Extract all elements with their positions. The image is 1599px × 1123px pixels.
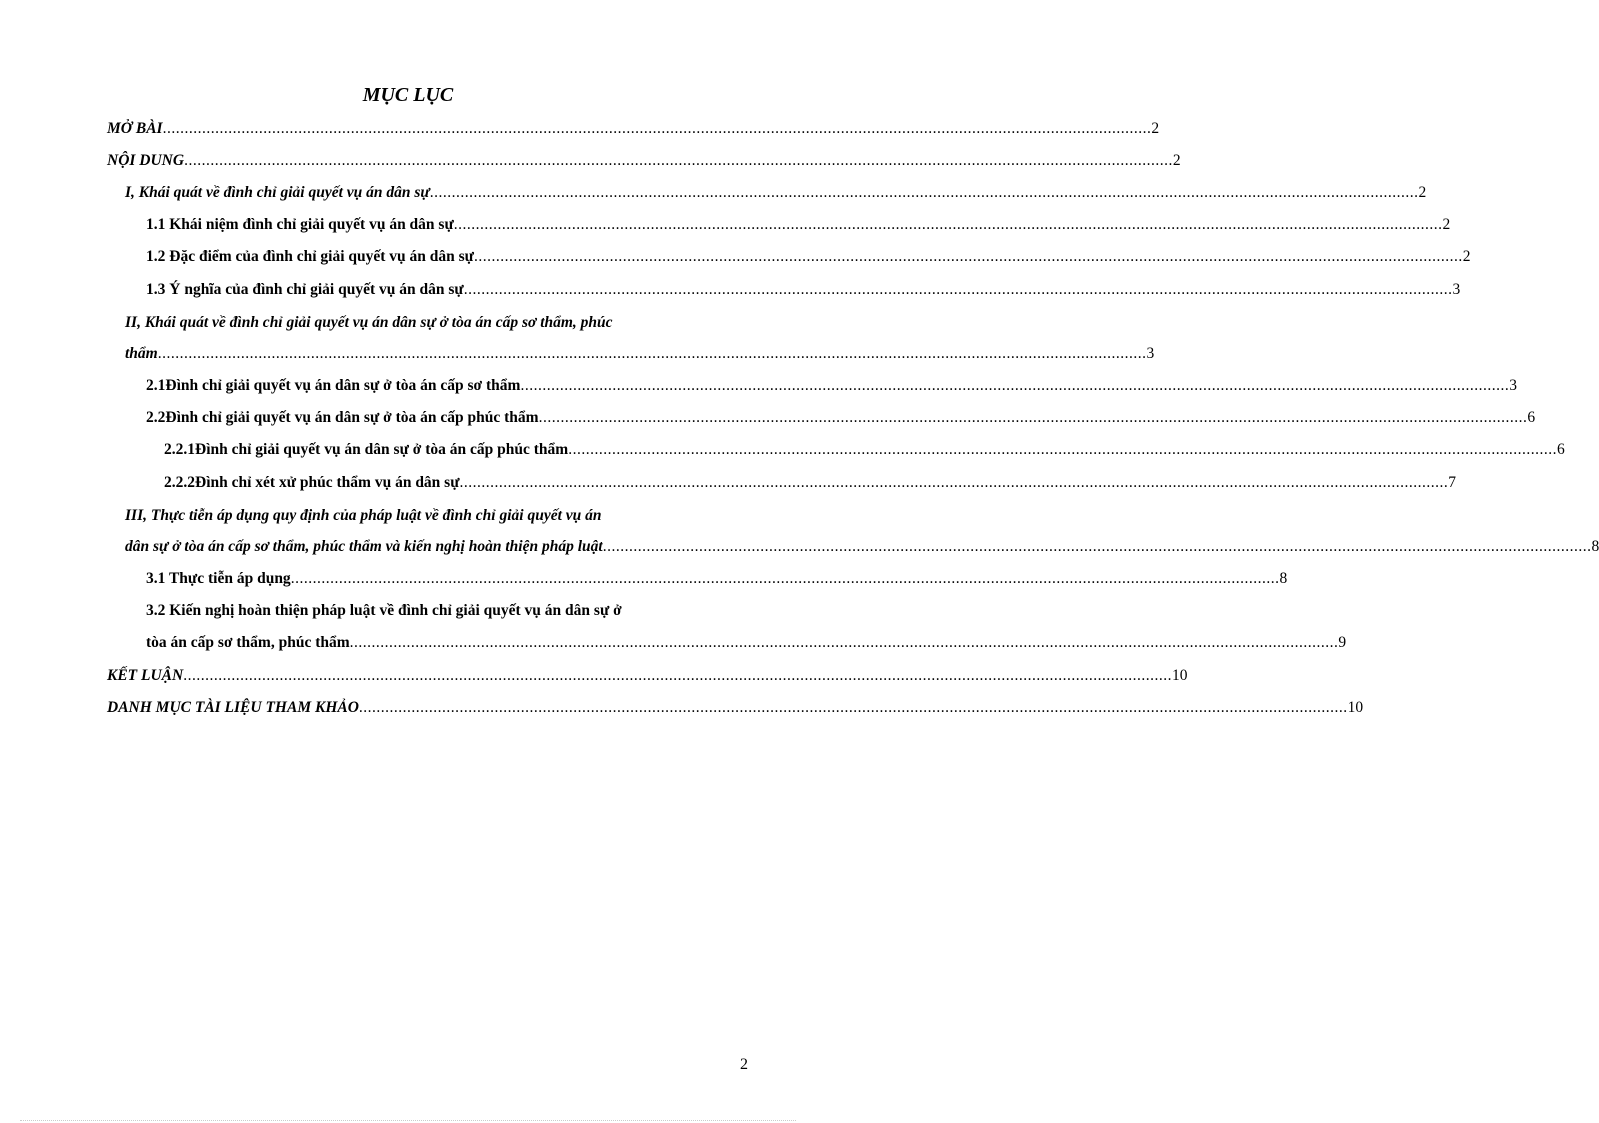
toc-entry-text: 1.3 Ý nghĩa của đình chỉ giải quyết vụ án dân sự — [146, 281, 464, 298]
toc-entry-section-2[interactable] — [125, 345, 1155, 371]
toc-entry-1-3[interactable] — [146, 281, 1461, 307]
toc-entry-section-1[interactable] — [125, 184, 1427, 210]
toc-entry-number: 2.2.1 — [164, 441, 195, 458]
toc-page-number: 7 — [1448, 474, 1457, 491]
toc-entry-text: NỘI DUNG — [107, 152, 185, 169]
toc-page-number: 9 — [1338, 634, 1347, 651]
leader-dots — [183, 667, 1172, 685]
toc-entry-text: dân sự ở tòa án cấp sơ thẩm, phúc thẩm và kiến nghị hoàn thiện pháp luật — [125, 538, 603, 555]
toc-page-number: 2 — [1442, 216, 1451, 233]
toc-entry-3-2[interactable] — [146, 634, 1347, 660]
leader-dots — [454, 216, 1443, 234]
toc-entry-text: MỞ BÀI — [107, 120, 163, 137]
toc-page-number: 3 — [1452, 281, 1461, 298]
toc-entry-section-2-line1[interactable]: II, Khái quát về đình chỉ giải quyết vụ án dân sự ở tòa án cấp sơ thẩm, phúc — [125, 314, 613, 331]
toc-page-number: 2 — [1172, 152, 1181, 169]
toc-page-number: 10 — [1347, 699, 1364, 716]
toc-entry-text: DANH MỤC TÀI LIỆU THAM KHẢO — [107, 699, 359, 716]
leader-dots — [430, 184, 1419, 202]
toc-entry-text: 1.2 Đặc điểm của đình chỉ giải quyết vụ án dân sự — [146, 248, 474, 265]
toc-entry-text: I, Khái quát về đình chỉ giải quyết vụ án dân sự — [125, 184, 430, 201]
leader-dots — [603, 538, 1592, 556]
toc-entry-number: 2.1 — [146, 377, 166, 394]
toc-entry-section-3[interactable] — [125, 538, 1599, 564]
toc-page-number: 3 — [1509, 377, 1517, 394]
toc-page-number: 8 — [1279, 570, 1288, 587]
leader-dots — [520, 377, 1509, 395]
toc-entry-2-2-2[interactable] — [164, 474, 1457, 500]
toc-entry-references[interactable] — [107, 699, 1364, 725]
page-bottom-divider — [20, 1120, 796, 1121]
leader-dots — [359, 699, 1348, 717]
toc-entry-2-2[interactable] — [146, 409, 1536, 435]
toc-entry-text: tòa án cấp sơ thẩm, phúc thẩm — [146, 634, 350, 651]
toc-entry-section-3-line1[interactable]: III, Thực tiễn áp dụng quy định của pháp luật về đình chỉ giải quyết vụ án — [125, 507, 602, 524]
toc-entry-text: 1.1 Khái niệm đình chỉ giải quyết vụ án dân sự — [146, 216, 454, 233]
toc-entry-text: 3.1 Thực tiễn áp dụng — [146, 570, 291, 587]
leader-dots — [184, 152, 1173, 170]
leader-dots — [291, 570, 1280, 588]
toc-page-number: 2 — [1462, 248, 1471, 265]
toc-entry-3-2-line1[interactable]: 3.2 Kiến nghị hoàn thiện pháp luật về đình chỉ giải quyết vụ án dân sự ở — [146, 602, 622, 619]
toc-entry-number: 2.2 — [146, 409, 166, 426]
leader-dots — [158, 345, 1147, 363]
toc-entry-noi-dung[interactable] — [107, 152, 1181, 178]
toc-page-number: 6 — [1556, 441, 1565, 458]
toc-entry-text: KẾT LUẬN — [107, 667, 184, 684]
toc-page-number: 8 — [1591, 538, 1599, 555]
toc-entry-2-1[interactable] — [146, 377, 1517, 403]
leader-dots — [460, 474, 1449, 492]
toc-entry-text: Đình chỉ giải quyết vụ án dân sự ở tòa án cấp sơ thẩm — [165, 377, 521, 394]
toc-page-number: 10 — [1171, 667, 1188, 684]
toc-page-number: 2 — [1418, 184, 1427, 201]
leader-dots — [350, 634, 1339, 652]
toc-entry-text: Đình chỉ giải quyết vụ án dân sự ở tòa án cấp phúc thẩm — [165, 409, 539, 426]
toc-entry-1-2[interactable] — [146, 248, 1471, 274]
page-title: MỤC LỤC — [362, 84, 454, 106]
leader-dots — [464, 281, 1453, 299]
page-number: 2 — [740, 1056, 748, 1073]
toc-entry-ket-luan[interactable] — [107, 667, 1188, 693]
toc-entry-2-2-1[interactable] — [164, 441, 1565, 467]
leader-dots — [568, 441, 1557, 459]
leader-dots — [163, 120, 1152, 138]
leader-dots — [539, 409, 1528, 427]
toc-page-number: 6 — [1527, 409, 1536, 426]
toc-page-number: 3 — [1146, 345, 1155, 362]
toc-entry-text: Đình chỉ xét xử phúc thẩm vụ án dân sự — [195, 474, 460, 491]
toc-entry-3-1[interactable] — [146, 570, 1288, 596]
toc-entry-number: 2.2.2 — [164, 474, 195, 491]
toc-entry-1-1[interactable] — [146, 216, 1451, 242]
toc-entry-mo-bai[interactable] — [107, 120, 1160, 146]
toc-page-number: 2 — [1151, 120, 1160, 137]
toc-entry-text: Đình chỉ giải quyết vụ án dân sự ở tòa án cấp phúc thẩm — [195, 441, 569, 458]
leader-dots — [474, 248, 1463, 266]
toc-entry-text: thẩm — [125, 345, 158, 362]
